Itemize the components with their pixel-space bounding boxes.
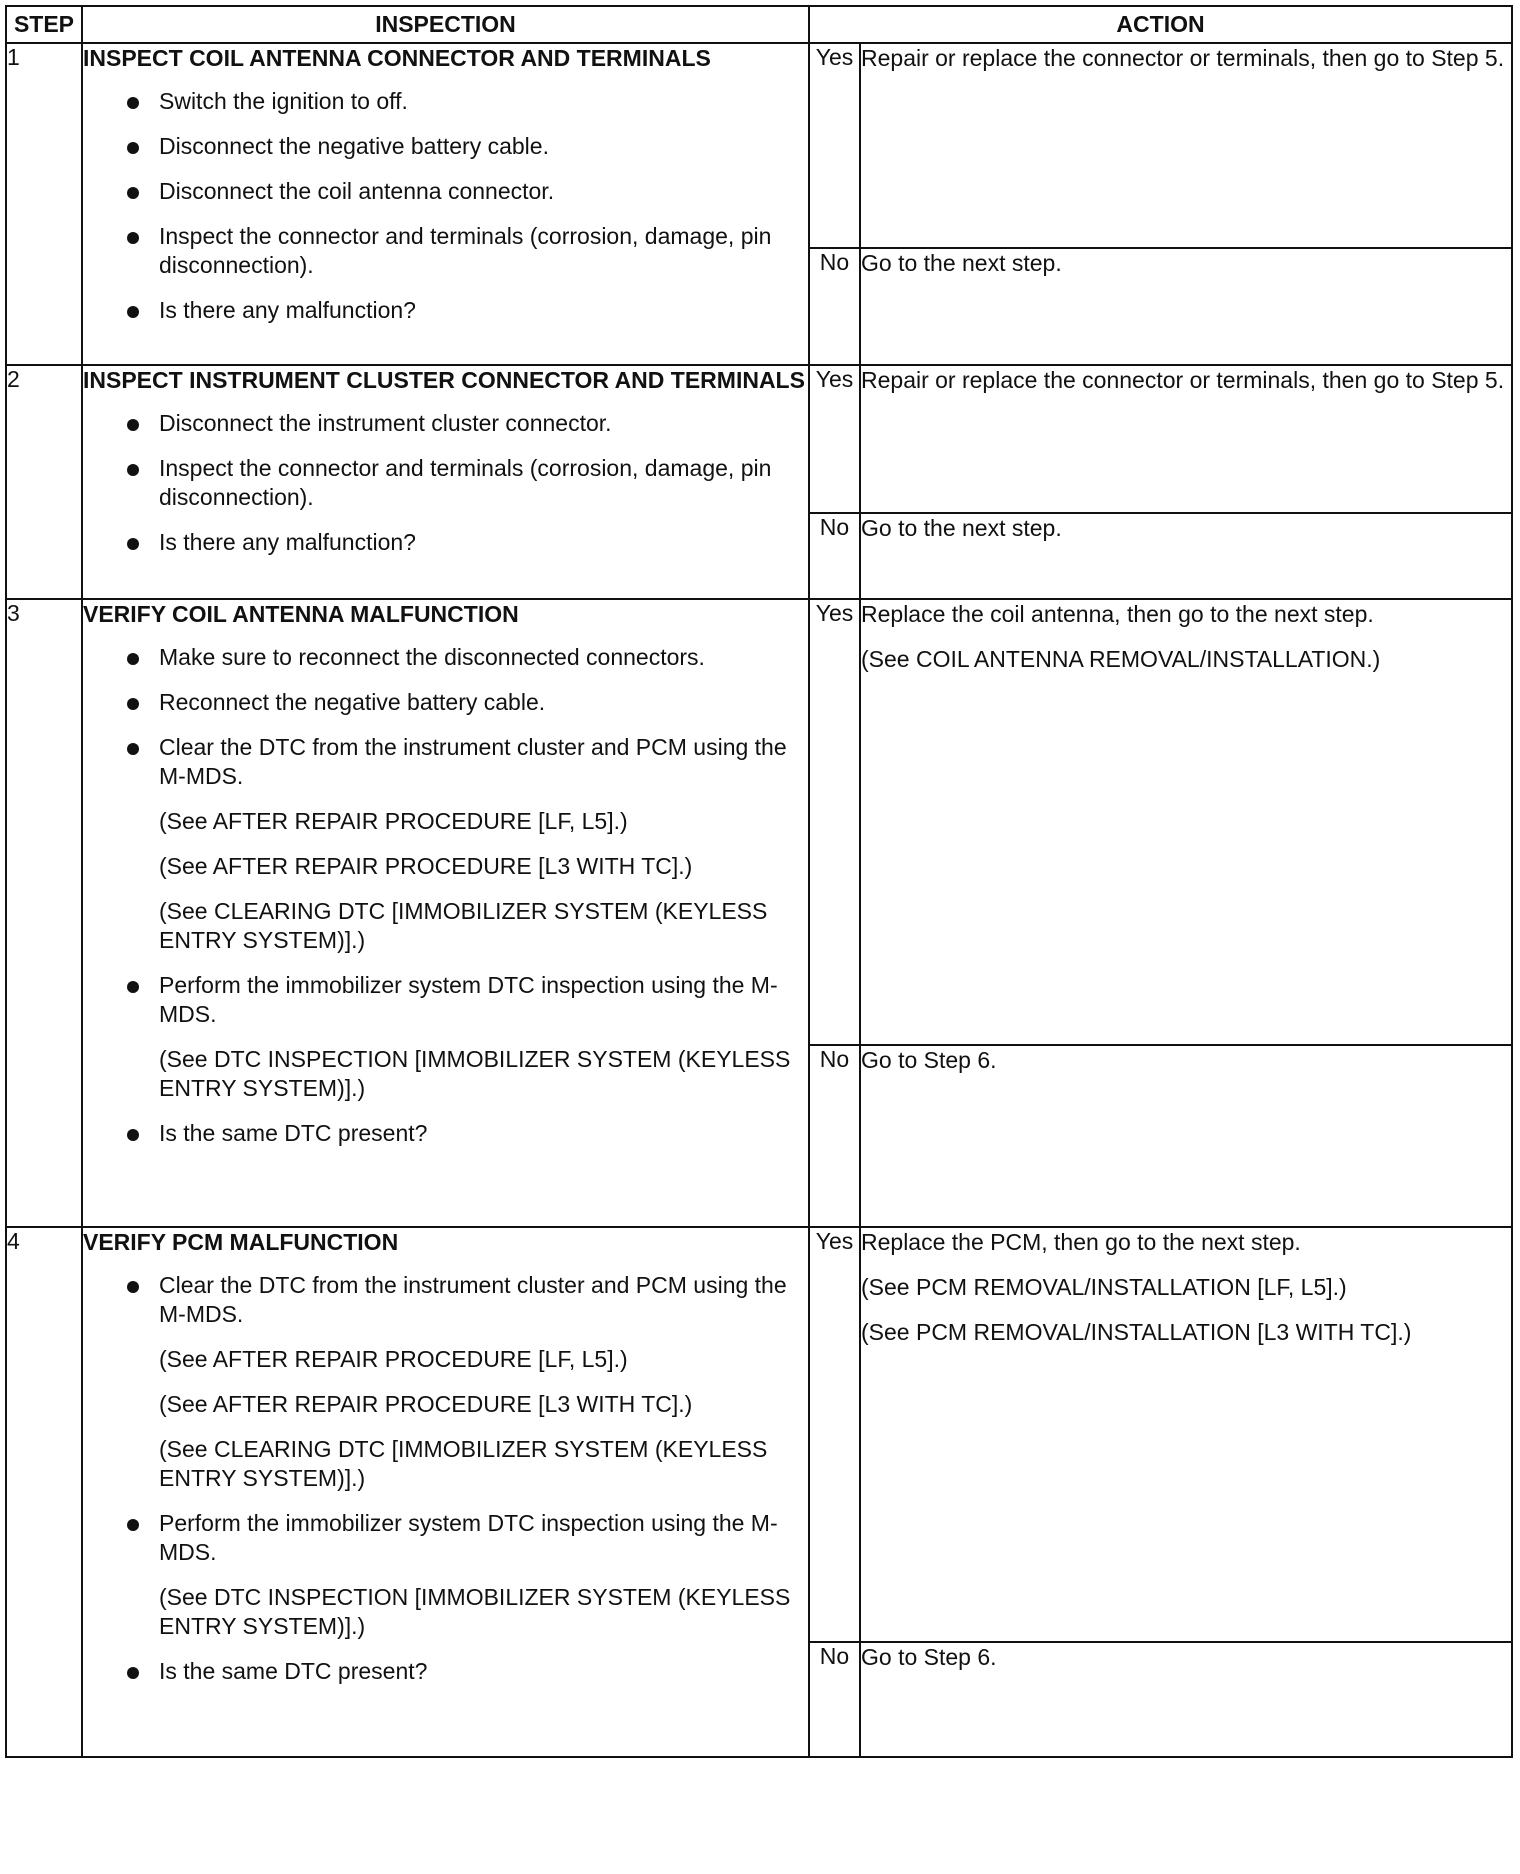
reference-note: (See AFTER REPAIR PROCEDURE [LF, L5].) [159,808,628,834]
reference-note: (See DTC INSPECTION [IMMOBILIZER SYSTEM (KEYLESS ENTRY SYSTEM)].) [159,1046,791,1101]
step-title: INSPECT COIL ANTENNA CONNECTOR AND TERMINALS [83,45,711,71]
bullet-icon [127,698,139,710]
action-text: Replace the coil antenna, then go to the next step. [861,601,1374,627]
action-text: Repair or replace the connector or terminals, then go to Step 5. [861,367,1505,393]
bullet-icon [127,142,139,154]
yes-label: Yes [809,599,860,1045]
header-action: ACTION [809,6,1512,43]
step-2-inspection [82,365,809,599]
action-text: Go to Step 6. [861,1644,997,1670]
action-text: Replace the PCM, then go to the next step. [861,1229,1301,1255]
bullet-icon [127,1129,139,1141]
no-action [860,1045,1512,1227]
inspection-item: Clear the DTC from the instrument cluster and PCM using the M-MDS. [83,733,808,791]
step-3-yes-row [6,599,1512,1045]
reference-note: (See AFTER REPAIR PROCEDURE [LF, L5].) [159,1346,628,1372]
step-1-yes-row [6,43,1512,248]
step-title: VERIFY PCM MALFUNCTION [83,1229,399,1255]
action-reference: (See COIL ANTENNA REMOVAL/INSTALLATION.) [861,646,1381,672]
inspection-item: Is there any malfunction? [83,528,808,557]
bullet-icon [127,981,139,993]
inspection-item: Reconnect the negative battery cable. [83,688,808,717]
step-title: VERIFY COIL ANTENNA MALFUNCTION [83,601,519,627]
bullet-icon [127,464,139,476]
step-2-yes-row [6,365,1512,513]
yes-action [860,1227,1512,1642]
inspection-item: Is the same DTC present? [83,1119,808,1148]
action-text: Go to Step 6. [861,1047,997,1073]
bullet-icon [127,743,139,755]
inspection-item: Make sure to reconnect the disconnected connectors. [83,643,808,672]
bullet-icon [127,1667,139,1679]
diagnostic-procedure-table [5,5,1513,1758]
inspection-item: Clear the DTC from the instrument cluster and PCM using the M-MDS. [83,1271,808,1329]
inspection-item: Switch the ignition to off. [83,87,808,116]
step-number: 3 [6,599,82,1227]
action-reference: (See PCM REMOVAL/INSTALLATION [LF, L5].) [861,1274,1347,1300]
step-number: 4 [6,1227,82,1757]
inspection-item: Is there any malfunction? [83,296,808,325]
yes-label: Yes [809,43,860,248]
reference-note: (See CLEARING DTC [IMMOBILIZER SYSTEM (KEYLESS ENTRY SYSTEM)].) [159,898,768,953]
no-label: No [809,513,860,599]
action-text: Go to the next step. [861,515,1062,541]
no-label: No [809,248,860,365]
step-4-inspection [82,1227,809,1757]
reference-note: (See AFTER REPAIR PROCEDURE [L3 WITH TC].) [159,1391,693,1417]
inspection-item: Perform the immobilizer system DTC inspection using the M-MDS. [83,971,808,1029]
action-text: Go to the next step. [861,250,1062,276]
step-title: INSPECT INSTRUMENT CLUSTER CONNECTOR AND TERMINALS [83,367,805,393]
bullet-icon [127,419,139,431]
step-4-yes-row [6,1227,1512,1642]
bullet-icon [127,1281,139,1293]
yes-action [860,365,1512,513]
bullet-icon [127,1519,139,1531]
no-label: No [809,1045,860,1227]
bullet-icon [127,306,139,318]
yes-label: Yes [809,1227,860,1642]
action-reference: (See PCM REMOVAL/INSTALLATION [L3 WITH TC].) [861,1319,1412,1345]
inspection-item: Is the same DTC present? [83,1657,808,1686]
reference-note: (See AFTER REPAIR PROCEDURE [L3 WITH TC].) [159,853,693,879]
yes-action [860,599,1512,1045]
bullet-icon [127,187,139,199]
no-action [860,513,1512,599]
bullet-icon [127,538,139,550]
inspection-item: Inspect the connector and terminals (corrosion, damage, pin disconnection). [83,454,808,512]
no-action [860,248,1512,365]
step-3-inspection [82,599,809,1227]
bullet-icon [127,97,139,109]
inspection-item: Disconnect the negative battery cable. [83,132,808,161]
no-label: No [809,1642,860,1757]
bullet-icon [127,232,139,244]
no-action [860,1642,1512,1757]
header-step: STEP [6,6,82,43]
yes-label: Yes [809,365,860,513]
yes-action [860,43,1512,248]
inspection-item: Disconnect the coil antenna connector. [83,177,808,206]
step-1-inspection [82,43,809,365]
header-row [6,6,1512,43]
inspection-item: Perform the immobilizer system DTC inspection using the M-MDS. [83,1509,808,1567]
reference-note: (See DTC INSPECTION [IMMOBILIZER SYSTEM (KEYLESS ENTRY SYSTEM)].) [159,1584,791,1639]
bullet-icon [127,653,139,665]
action-text: Repair or replace the connector or terminals, then go to Step 5. [861,45,1505,71]
header-inspection: INSPECTION [82,6,809,43]
inspection-item: Inspect the connector and terminals (corrosion, damage, pin disconnection). [83,222,808,280]
step-number: 2 [6,365,82,599]
reference-note: (See CLEARING DTC [IMMOBILIZER SYSTEM (KEYLESS ENTRY SYSTEM)].) [159,1436,768,1491]
inspection-item: Disconnect the instrument cluster connector. [83,409,808,438]
step-number: 1 [6,43,82,365]
